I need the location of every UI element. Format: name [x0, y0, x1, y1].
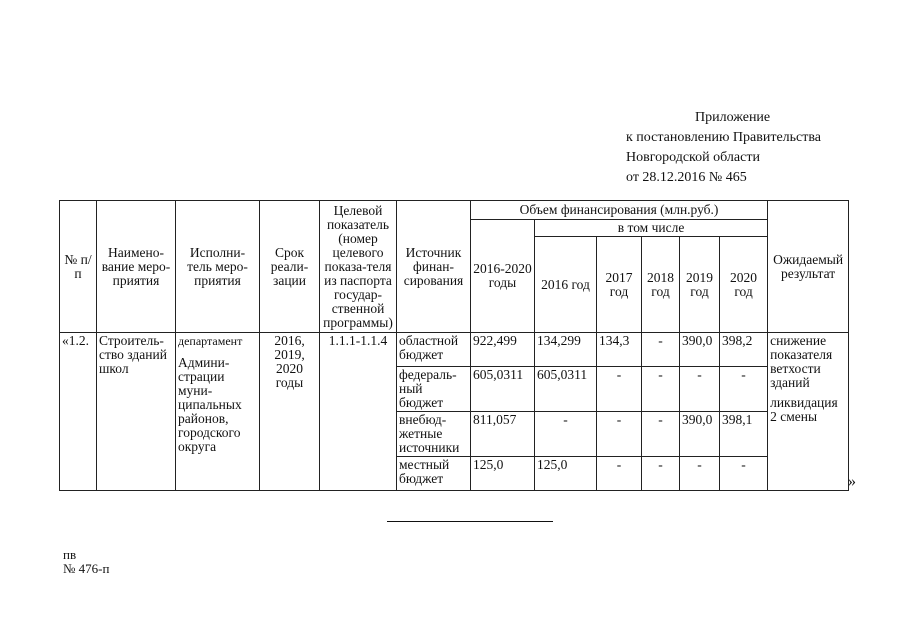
header-2018: 2018 год	[642, 237, 680, 333]
row-total: 922,499	[471, 333, 535, 367]
item-result-liquidation: ликвидация 2 смены	[770, 395, 838, 424]
row-source: федераль-ный бюджет	[397, 367, 471, 412]
item-num: «1.2.	[60, 333, 97, 491]
header-including: в том числе	[535, 220, 768, 237]
closing-quote: »	[848, 473, 856, 490]
divider-line	[387, 521, 553, 522]
row-total: 125,0	[471, 457, 535, 491]
header-name: Наимено-вание меро-приятия	[97, 201, 176, 333]
appendix-line-4: от 28.12.2016 № 465	[626, 170, 747, 185]
row-source: областной бюджет	[397, 333, 471, 367]
item-name: Строитель-ство зданий школ	[97, 333, 176, 491]
header-result: Ожидаемый результат	[768, 201, 849, 333]
header-total: 2016-2020 годы	[471, 220, 535, 333]
row-2019: -	[680, 367, 720, 412]
item-target: 1.1.1-1.1.4	[320, 333, 397, 491]
row-2020: -	[720, 367, 768, 412]
header-term: Срок реали-зации	[260, 201, 320, 333]
item-executor	[176, 333, 260, 491]
header-executor: Исполни-тель меро-приятия	[176, 201, 260, 333]
financing-table	[59, 200, 849, 491]
row-2020: 398,1	[720, 412, 768, 457]
row-total: 605,0311	[471, 367, 535, 412]
appendix-title: Приложение	[695, 110, 771, 125]
footer-number: № 476-п	[63, 561, 110, 576]
row-2018: -	[642, 367, 680, 412]
item-executor-admin: Админи-страции муни-ципальных районов, городского округа	[178, 355, 242, 454]
item-result	[768, 333, 849, 491]
header-2019: 2019 год	[680, 237, 720, 333]
row-source: местный бюджет	[397, 457, 471, 491]
header-num: № п/п	[60, 201, 97, 333]
row-2019: 390,0	[680, 333, 720, 367]
table-row	[60, 333, 849, 367]
row-source: внебюд-жетные источники	[397, 412, 471, 457]
item-result-decrease: снижение показателя ветхости зданий	[770, 333, 833, 390]
row-2016: 605,0311	[535, 367, 597, 412]
header-volume: Объем финансирования (млн.руб.)	[471, 201, 768, 220]
appendix-line-3: Новгородской области	[626, 150, 760, 165]
row-2016: -	[535, 412, 597, 457]
item-term: 2016, 2019, 2020 годы	[260, 333, 320, 491]
item-executor-dept: департамент	[178, 334, 243, 348]
row-total: 811,057	[471, 412, 535, 457]
row-2019: -	[680, 457, 720, 491]
header-target: Целевой показатель (номер целевого показа-теля из паспорта государ-ственной программы)	[320, 201, 397, 333]
row-2018: -	[642, 333, 680, 367]
row-2016: 134,299	[535, 333, 597, 367]
header-source: Источник финан-сирования	[397, 201, 471, 333]
footer	[63, 548, 109, 576]
footer-initials: пв	[63, 547, 77, 562]
row-2017: 134,3	[597, 333, 642, 367]
row-2020: -	[720, 457, 768, 491]
appendix-header	[626, 108, 821, 188]
row-2018: -	[642, 412, 680, 457]
row-2017: -	[597, 457, 642, 491]
appendix-line-2: к постановлению Правительства	[626, 130, 822, 145]
row-2016: 125,0	[535, 457, 597, 491]
row-2017: -	[597, 367, 642, 412]
header-2020: 2020 год	[720, 237, 768, 333]
row-2020: 398,2	[720, 333, 768, 367]
row-2017: -	[597, 412, 642, 457]
row-2018: -	[642, 457, 680, 491]
header-2016: 2016 год	[535, 237, 597, 333]
header-2017: 2017 год	[597, 237, 642, 333]
row-2019: 390,0	[680, 412, 720, 457]
